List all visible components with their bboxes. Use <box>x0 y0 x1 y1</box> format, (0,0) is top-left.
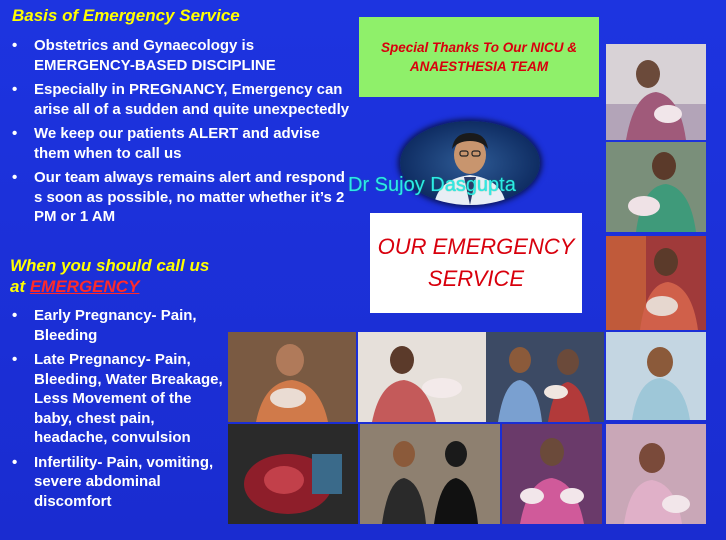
thanks-box <box>359 17 599 97</box>
photo-mother-newborn-1 <box>606 44 706 140</box>
photo-surgery <box>228 424 358 524</box>
emergency-service-box <box>370 213 582 313</box>
photo-patient-4 <box>606 332 706 420</box>
bullet-icon: • <box>12 307 18 324</box>
photo-mother-baby-row1-2 <box>358 332 486 422</box>
list-item-text: Infertility- Pain, vomiting, severe abdominal discomfort <box>34 453 214 510</box>
photo-family <box>360 424 500 524</box>
list-item <box>12 350 227 448</box>
photo-mother-newborn-3 <box>606 236 706 330</box>
list-item <box>12 306 227 345</box>
bullet-icon: • <box>12 125 18 142</box>
when-to-call-list <box>12 306 227 516</box>
thanks-text: Special Thanks To Our NICU & ANAESTHESIA TEAM <box>380 40 578 74</box>
heading-basis: Basis of Emergency Service <box>12 6 240 25</box>
basis-list <box>12 36 352 232</box>
photo-parents-twins <box>486 332 604 422</box>
list-item <box>12 124 352 163</box>
heading-when-line1: When you should call us <box>10 256 210 275</box>
bullet-icon: • <box>12 351 18 368</box>
list-item-text: Obstetrics and Gynaecology is EMERGENCY-BASED DISCIPLINE <box>34 37 276 74</box>
list-item-text: We keep our patients ALERT and advise them when to call us <box>34 125 320 162</box>
photo-mother-twins <box>502 424 602 524</box>
list-item-text: Late Pregnancy- Pain, Bleeding, Water Breakage, Less Movement of the baby, chest pain, headache, convulsion <box>34 351 223 446</box>
photo-mother-newborn-2 <box>606 142 706 232</box>
list-item-text: Especially in PREGNANCY, Emergency can arise all of a sudden and quite unexpectedly <box>34 81 350 118</box>
bullet-icon: • <box>12 37 18 54</box>
list-item-text: Early Pregnancy- Pain, Bleeding <box>34 307 197 344</box>
list-item <box>12 453 227 512</box>
bullet-icon: • <box>12 81 18 98</box>
bullet-icon: • <box>12 169 18 186</box>
bullet-icon: • <box>12 453 18 471</box>
list-item <box>12 80 352 119</box>
heading-when-line2 <box>10 276 220 297</box>
list-item <box>12 168 352 227</box>
emergency-emphasis: EMERGENCY <box>29 277 140 296</box>
list-item-text: Our team always remains alert and respond s soon as possible, no matter whether it’s 2 PM or 1 AM <box>34 169 345 225</box>
photo-patient-5 <box>606 424 706 524</box>
list-item <box>12 36 352 75</box>
emergency-service-text: OUR EMERGENCY SERVICE <box>377 234 575 291</box>
heading-when-to-call <box>10 255 220 297</box>
photo-mother-baby-row1-1 <box>228 332 356 422</box>
heading-when-prefix: at <box>10 277 30 296</box>
doctor-name: Dr Sujoy Dasgupta <box>348 174 516 196</box>
